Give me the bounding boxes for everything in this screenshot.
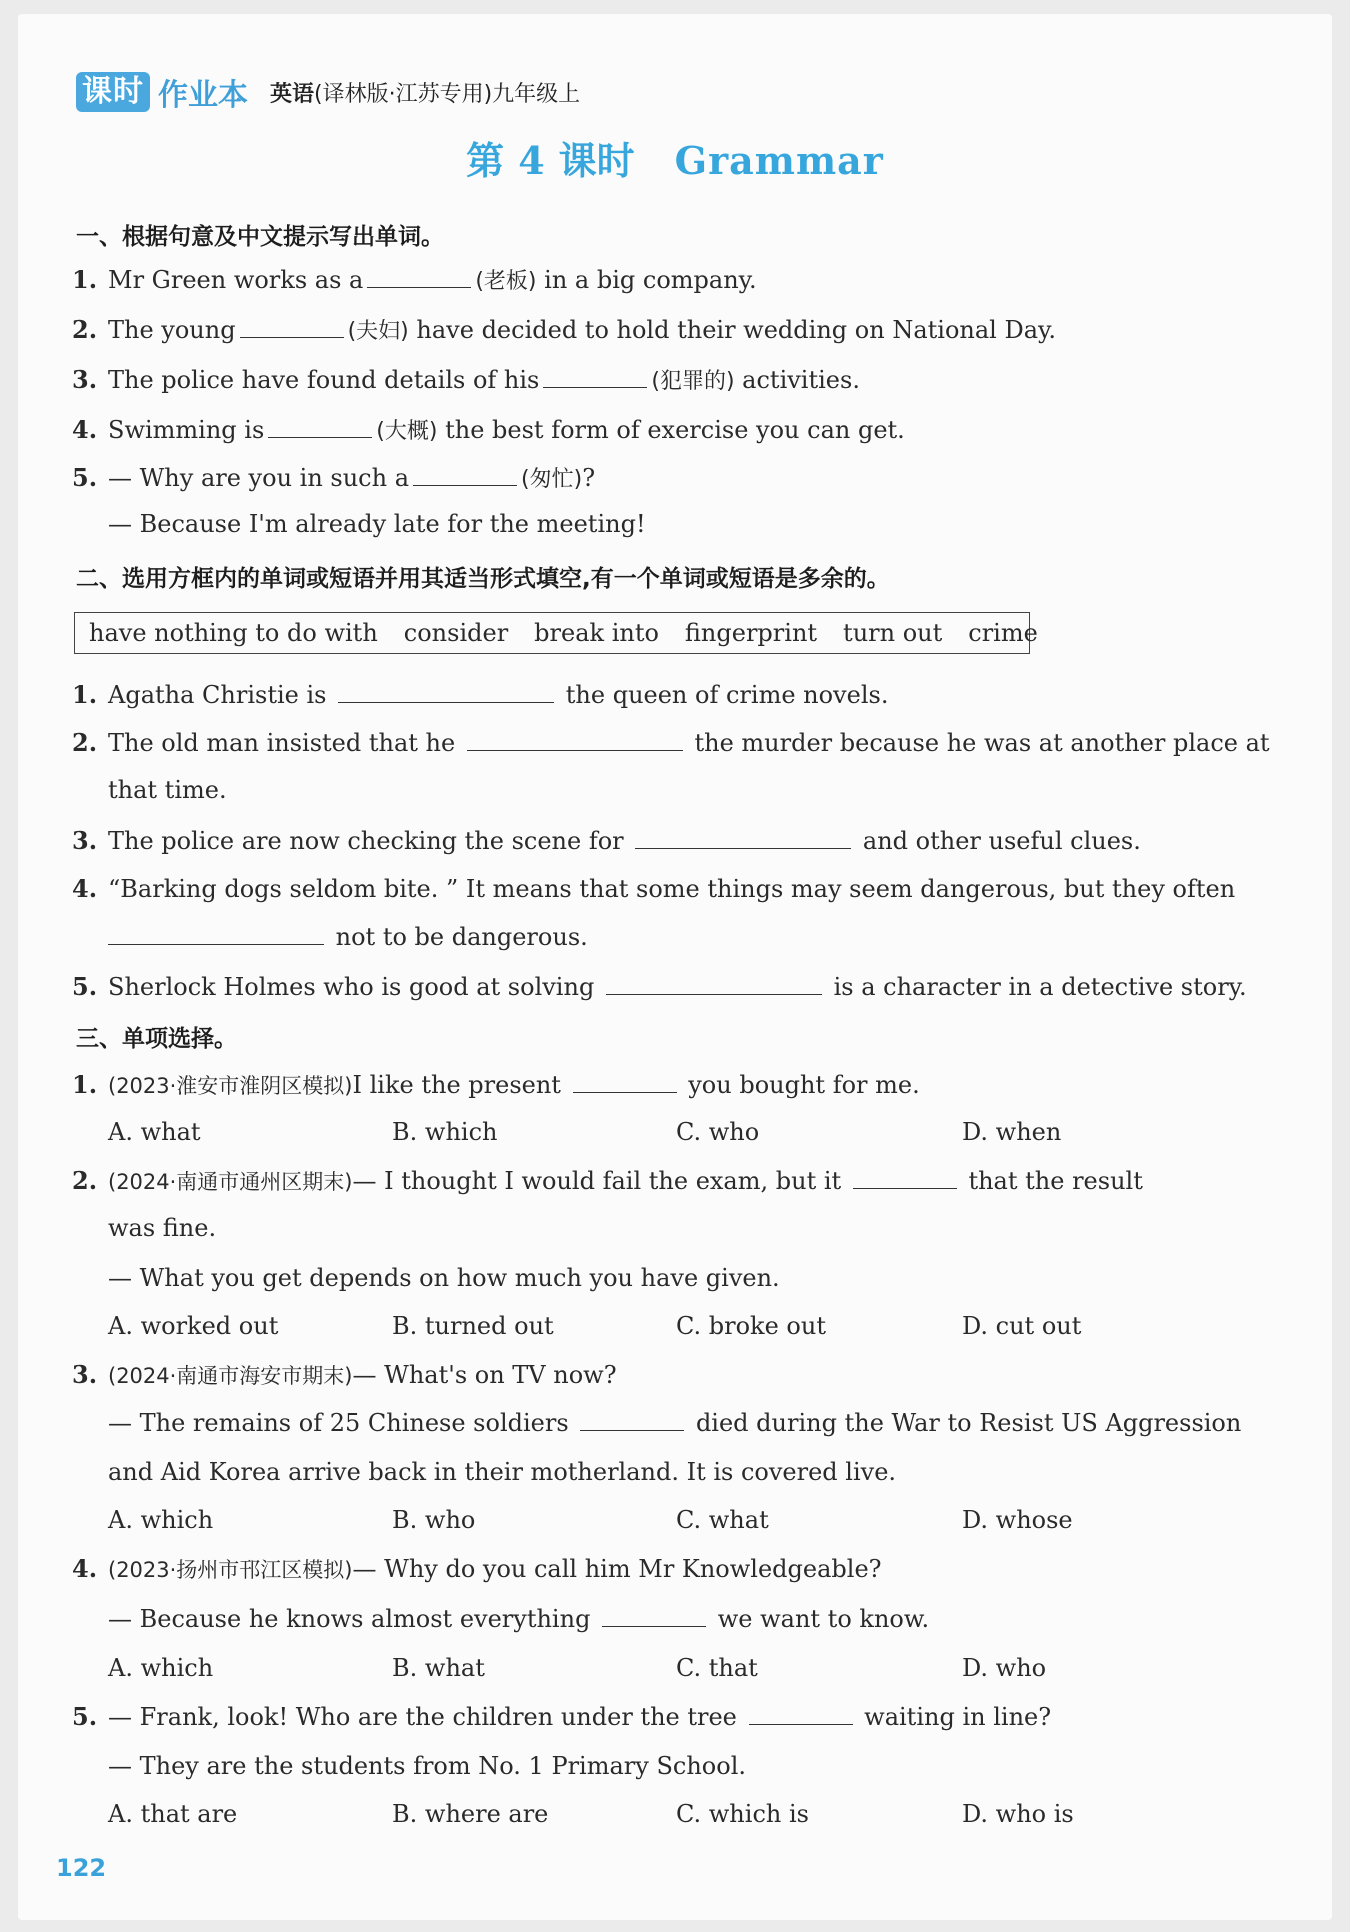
page-number: 122 bbox=[56, 1854, 107, 1882]
word-option: have nothing to do with bbox=[89, 619, 378, 647]
s3-question-5-reply: — They are the students from No. 1 Primary School. bbox=[108, 1752, 747, 1780]
answer-blank[interactable] bbox=[635, 826, 851, 849]
s2-question-4-cont: not to be dangerous. bbox=[108, 922, 588, 951]
word-option: crime bbox=[968, 619, 1038, 647]
option-c[interactable]: C. which is bbox=[676, 1800, 809, 1828]
s3-question-4-line2: — Because he knows almost everything we want to know. bbox=[108, 1605, 930, 1633]
s3-question-3-line2: — The remains of 25 Chinese soldiers died during the War to Resist US Aggression bbox=[108, 1409, 1242, 1437]
s1-question-5-reply: — Because I'm already late for the meeting! bbox=[108, 510, 646, 538]
s2-question-5: 5. Sherlock Holmes who is good at solving is a character in a detective story. bbox=[72, 972, 1247, 1001]
answer-blank[interactable] bbox=[749, 1702, 853, 1725]
s1-question-1: 1. Mr Green works as a (老板) in a big company. bbox=[72, 265, 757, 294]
s3-question-4: 4. (2023·扬州市邗江区模拟)— Why do you call him Mr Knowledgeable? bbox=[72, 1554, 882, 1583]
s2-question-4: 4. “Barking dogs seldom bite. ” It means that some things may seem dangerous, but they often bbox=[72, 874, 1236, 903]
section3-heading: 三、单项选择。 bbox=[76, 1026, 237, 1052]
s1-question-3: 3. The police have found details of his (犯罪的) activities. bbox=[72, 365, 860, 394]
s3-question-5: 5. — Frank, look! Who are the children under the tree waiting in line? bbox=[72, 1702, 1052, 1731]
word-bank bbox=[74, 612, 1038, 654]
word-option: break into bbox=[534, 619, 659, 647]
s1-question-4: 4. Swimming is (大概) the best form of exercise you can get. bbox=[72, 415, 905, 444]
answer-blank[interactable] bbox=[268, 415, 372, 438]
option-a[interactable]: A. what bbox=[108, 1118, 201, 1146]
option-c[interactable]: C. that bbox=[676, 1654, 758, 1682]
answer-blank[interactable] bbox=[413, 463, 517, 486]
answer-blank[interactable] bbox=[580, 1408, 684, 1431]
s3-question-1: 1. (2023·淮安市淮阴区模拟)I like the present you bought for me. bbox=[72, 1070, 920, 1099]
answer-blank[interactable] bbox=[108, 922, 324, 945]
s2-question-1: 1. Agatha Christie is the queen of crime novels. bbox=[72, 680, 889, 709]
page bbox=[18, 14, 1332, 1920]
option-d[interactable]: D. when bbox=[962, 1118, 1062, 1146]
option-a[interactable]: A. which bbox=[108, 1506, 214, 1534]
s3-question-2-cont: was fine. bbox=[108, 1214, 217, 1242]
book-subject: 英语 bbox=[270, 81, 315, 107]
s2-question-2-cont: that time. bbox=[108, 776, 227, 804]
option-b[interactable]: B. turned out bbox=[392, 1312, 554, 1340]
word-option: turn out bbox=[843, 619, 943, 647]
option-d[interactable]: D. who is bbox=[962, 1800, 1074, 1828]
s2-question-2: 2. The old man insisted that he the murder because he was at another place at bbox=[72, 728, 1270, 757]
answer-blank[interactable] bbox=[240, 315, 344, 338]
section2-heading: 二、选用方框内的单词或短语并用其适当形式填空,有一个单词或短语是多余的。 bbox=[76, 566, 890, 592]
s3-question-3: 3. (2024·南通市海安市期末)— What's on TV now? bbox=[72, 1360, 617, 1389]
option-b[interactable]: B. where are bbox=[392, 1800, 549, 1828]
answer-blank[interactable] bbox=[367, 265, 471, 288]
option-a[interactable]: A. worked out bbox=[108, 1312, 279, 1340]
s2-question-3: 3. The police are now checking the scene for and other useful clues. bbox=[72, 826, 1141, 855]
answer-blank[interactable] bbox=[606, 972, 822, 995]
book-edition: (译林版·江苏专用)九年级上 bbox=[314, 81, 581, 107]
section1-heading: 一、根据句意及中文提示写出单词。 bbox=[76, 224, 444, 250]
option-b[interactable]: B. who bbox=[392, 1506, 476, 1534]
answer-blank[interactable] bbox=[543, 365, 647, 388]
answer-blank[interactable] bbox=[602, 1604, 706, 1627]
option-c[interactable]: C. who bbox=[676, 1118, 760, 1146]
option-d[interactable]: D. cut out bbox=[962, 1312, 1082, 1340]
option-a[interactable]: A. that are bbox=[108, 1800, 238, 1828]
s3-question-2: 2. (2024·南通市通州区期末)— I thought I would fail the exam, but it that the result bbox=[72, 1166, 1143, 1195]
book-header bbox=[76, 70, 580, 114]
word-option: consider bbox=[403, 619, 509, 647]
lesson-title: 第 4 课时 Grammar bbox=[466, 138, 884, 183]
answer-blank[interactable] bbox=[573, 1070, 677, 1093]
s1-question-2: 2. The young (夫妇) have decided to hold their wedding on National Day. bbox=[72, 315, 1057, 344]
option-c[interactable]: C. broke out bbox=[676, 1312, 826, 1340]
logo-badge: 课时 bbox=[76, 72, 150, 112]
s3-question-2-reply: — What you get depends on how much you have given. bbox=[108, 1264, 780, 1292]
option-d[interactable]: D. who bbox=[962, 1654, 1047, 1682]
word-option: fingerprint bbox=[684, 619, 818, 647]
option-c[interactable]: C. what bbox=[676, 1506, 769, 1534]
logo-text: 作业本 bbox=[158, 78, 248, 113]
option-b[interactable]: B. which bbox=[392, 1118, 498, 1146]
s3-question-3-line3: and Aid Korea arrive back in their motherland. It is covered live. bbox=[108, 1458, 897, 1486]
option-d[interactable]: D. whose bbox=[962, 1506, 1073, 1534]
option-b[interactable]: B. what bbox=[392, 1654, 485, 1682]
answer-blank[interactable] bbox=[338, 680, 554, 703]
option-a[interactable]: A. which bbox=[108, 1654, 214, 1682]
answer-blank[interactable] bbox=[853, 1166, 957, 1189]
s1-question-5: 5. — Why are you in such a (匆忙)? bbox=[72, 463, 596, 492]
answer-blank[interactable] bbox=[467, 728, 683, 751]
